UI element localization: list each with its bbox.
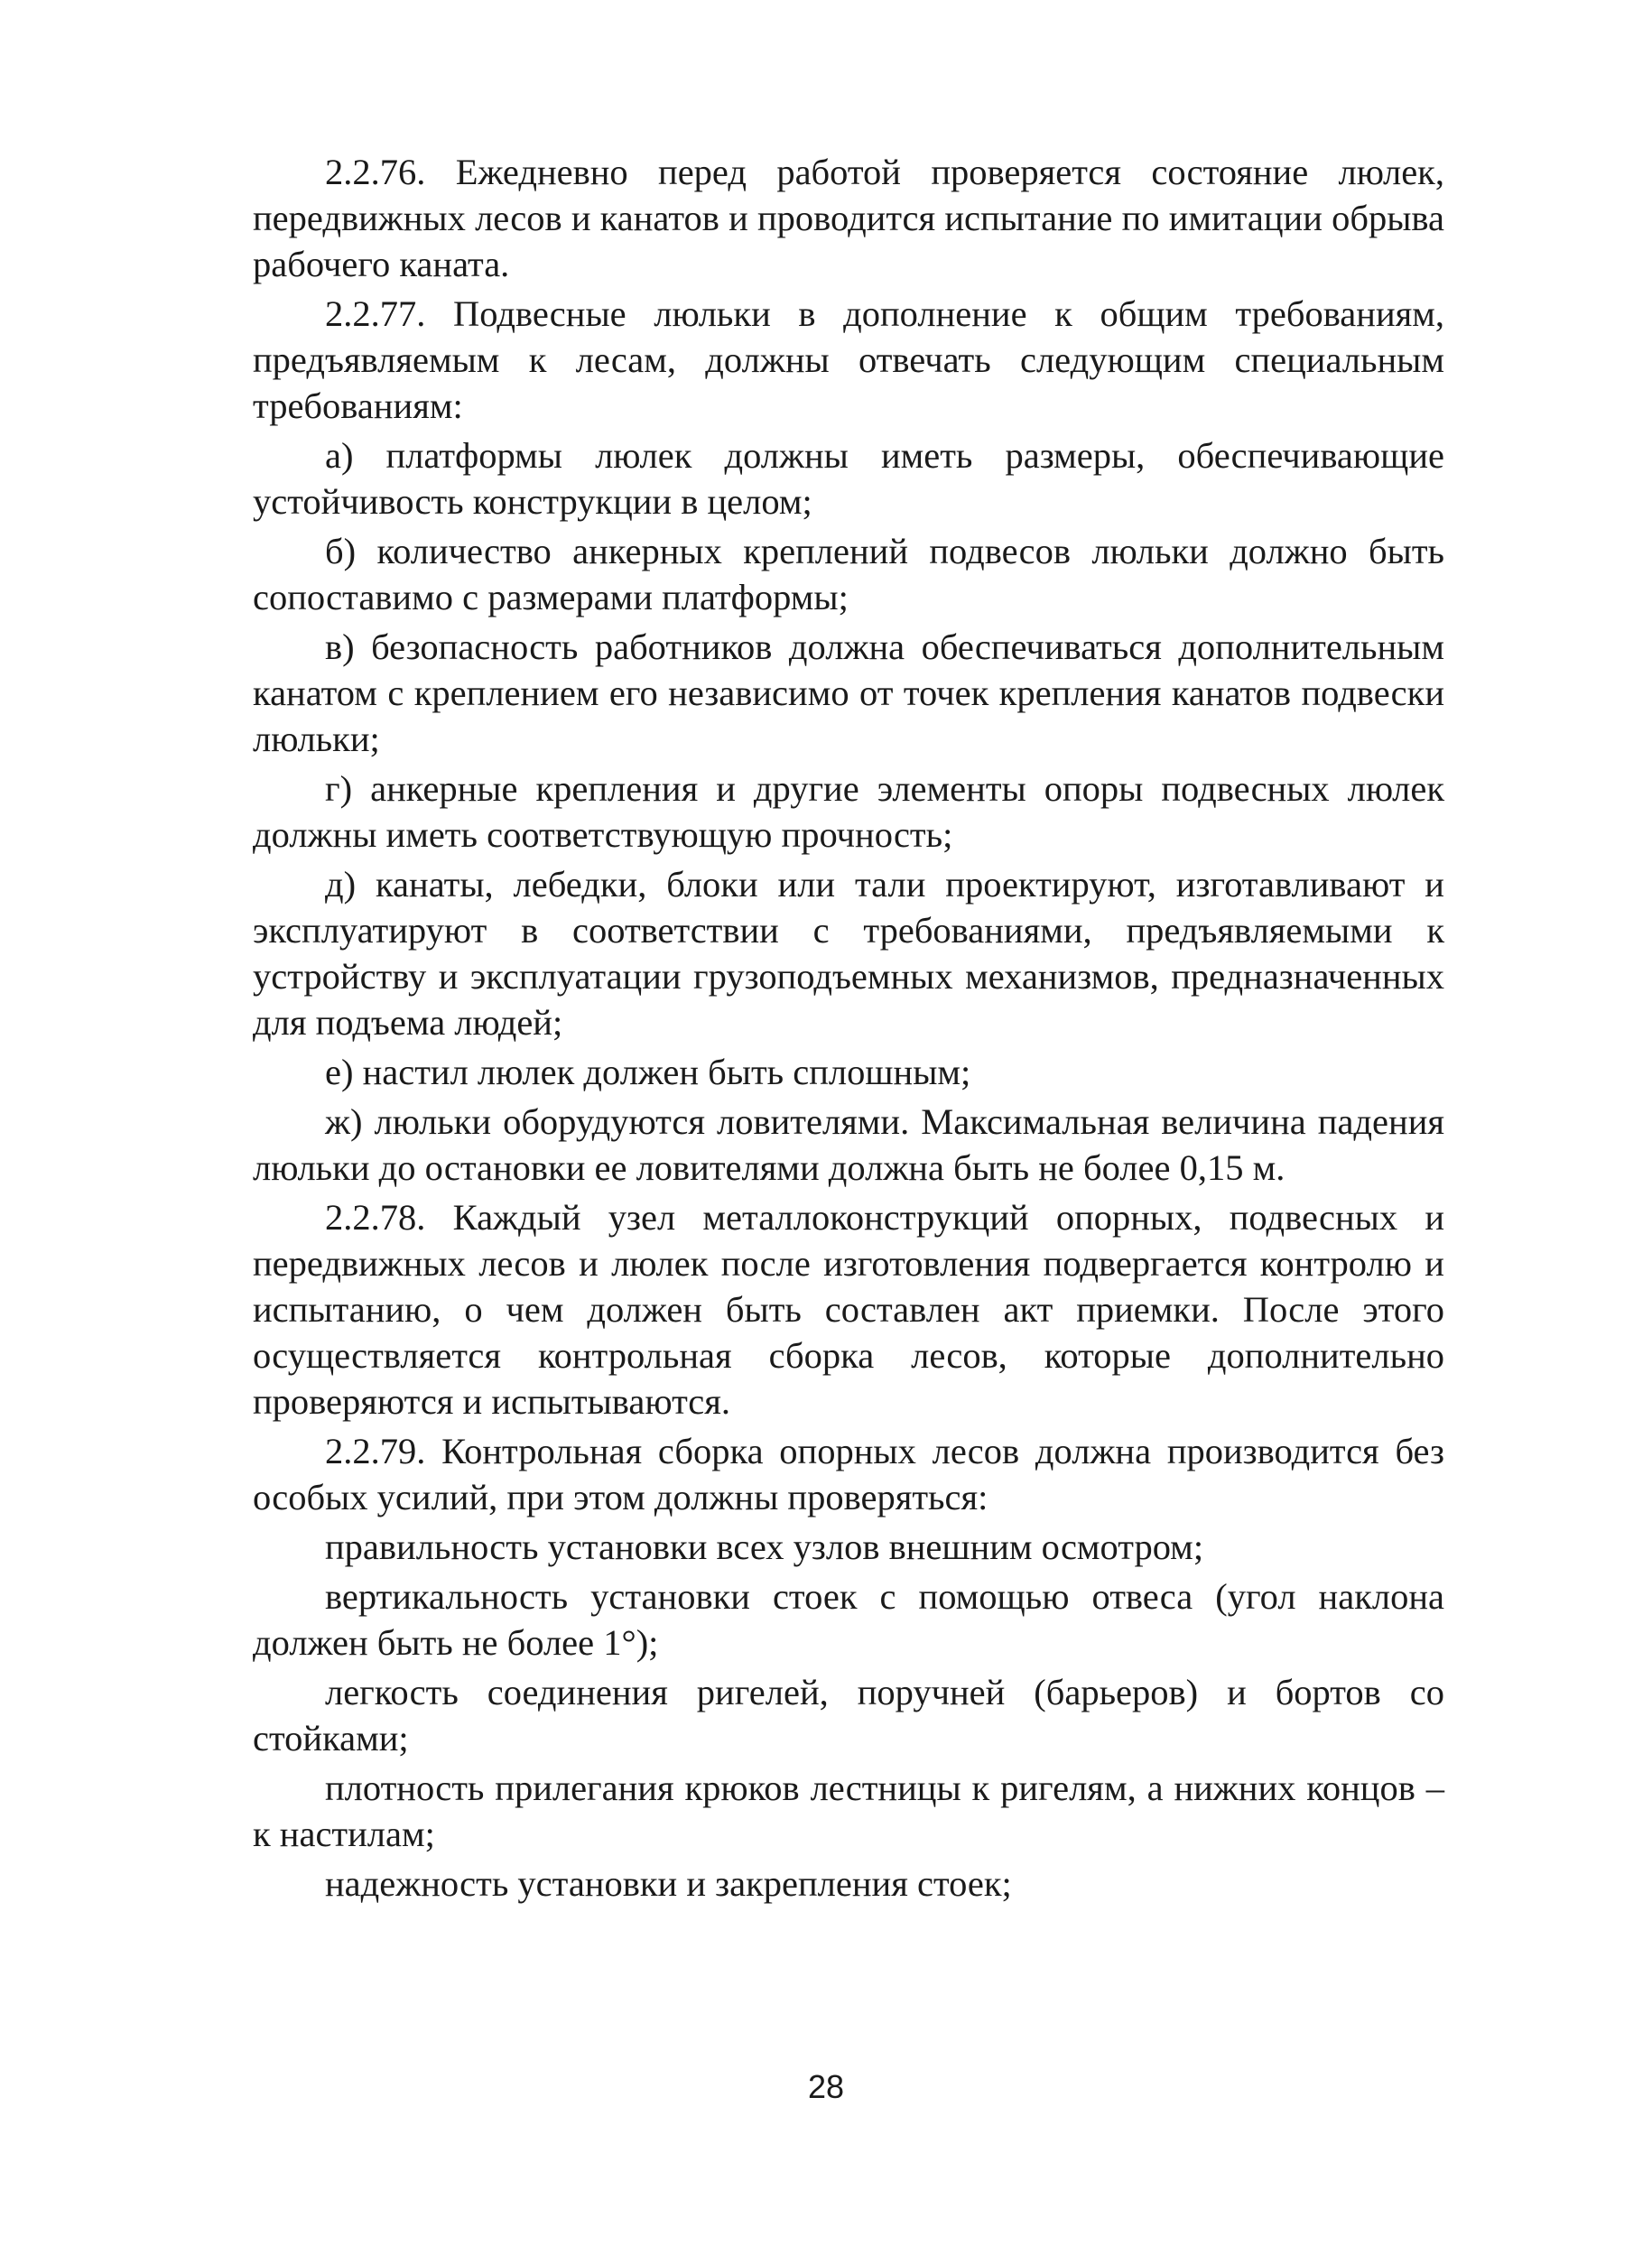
list-item-e: е) настил люлек должен быть сплошным; bbox=[325, 1052, 971, 1092]
check-item-connections: легкость соединения ригелей, поручней (барьеров) и бортов со стойками; bbox=[253, 1672, 1444, 1759]
body-text bbox=[253, 149, 1444, 1910]
page-number: 28 bbox=[807, 2068, 845, 2105]
paragraph-2-2-79: 2.2.79. Контрольная сборка опорных лесов должна производится без особых усилий, при этом должны проверяться: bbox=[253, 1431, 1444, 1517]
check-item-verticality: вертикальность установки стоек с помощью отвеса (угол наклона должен быть не более 1°); bbox=[253, 1576, 1444, 1663]
check-item-nodes: правильность установки всех узлов внешним осмотром; bbox=[325, 1527, 1204, 1567]
list-item-g: г) анкерные крепления и другие элементы опоры подвесных люлек должны иметь соответствующую прочность; bbox=[253, 768, 1444, 855]
list-item-a: а) платформы люлек должны иметь размеры, обеспечивающие устойчивость конструкции в целом; bbox=[253, 435, 1444, 522]
paragraph-2-2-77: 2.2.77. Подвесные люльки в дополнение к общим требованиям, предъявляемым к лесам, должны отвечать следующим специальным требованиям: bbox=[253, 293, 1444, 426]
paragraph-2-2-76: 2.2.76. Ежедневно перед работой проверяется состояние люлек, передвижных лесов и канатов и проводится испытание по имитации обрыва рабочего каната. bbox=[253, 152, 1444, 284]
list-item-v: в) безопасность работников должна обеспечиваться дополнительным канатом с креплением его независимо от точек крепления канатов подвески люльки; bbox=[253, 626, 1444, 759]
paragraph-2-2-78: 2.2.78. Каждый узел металлоконструкций опорных, подвесных и передвижных лесов и люлек после изготовления подвергается контролю и испытанию, о чем должен быть составлен акт приемки. После этого осуществляется контрольная сборка лесов, которые дополнительно проверяются и испытываются. bbox=[253, 1197, 1444, 1422]
list-item-b: б) количество анкерных креплений подвесов люльки должно быть сопоставимо с размерами платформы; bbox=[253, 531, 1444, 617]
list-item-d: д) канаты, лебедки, блоки или тали проектируют, изготавливают и эксплуатируют в соответствии с требованиями, предъявляемыми к устройству и эксплуатации грузоподъемных механизмов, предназначенных для подъема людей; bbox=[253, 864, 1444, 1043]
check-item-posts: надежность установки и закрепления стоек; bbox=[325, 1863, 1012, 1904]
list-item-zh: ж) люльки оборудуются ловителями. Максимальная величина падения люльки до остановки ее ловителями должна быть не более 0,15 м. bbox=[253, 1101, 1444, 1188]
check-item-ladder-hooks: плотность прилегания крюков лестницы к ригелям, а нижних концов – к настилам; bbox=[253, 1768, 1444, 1854]
